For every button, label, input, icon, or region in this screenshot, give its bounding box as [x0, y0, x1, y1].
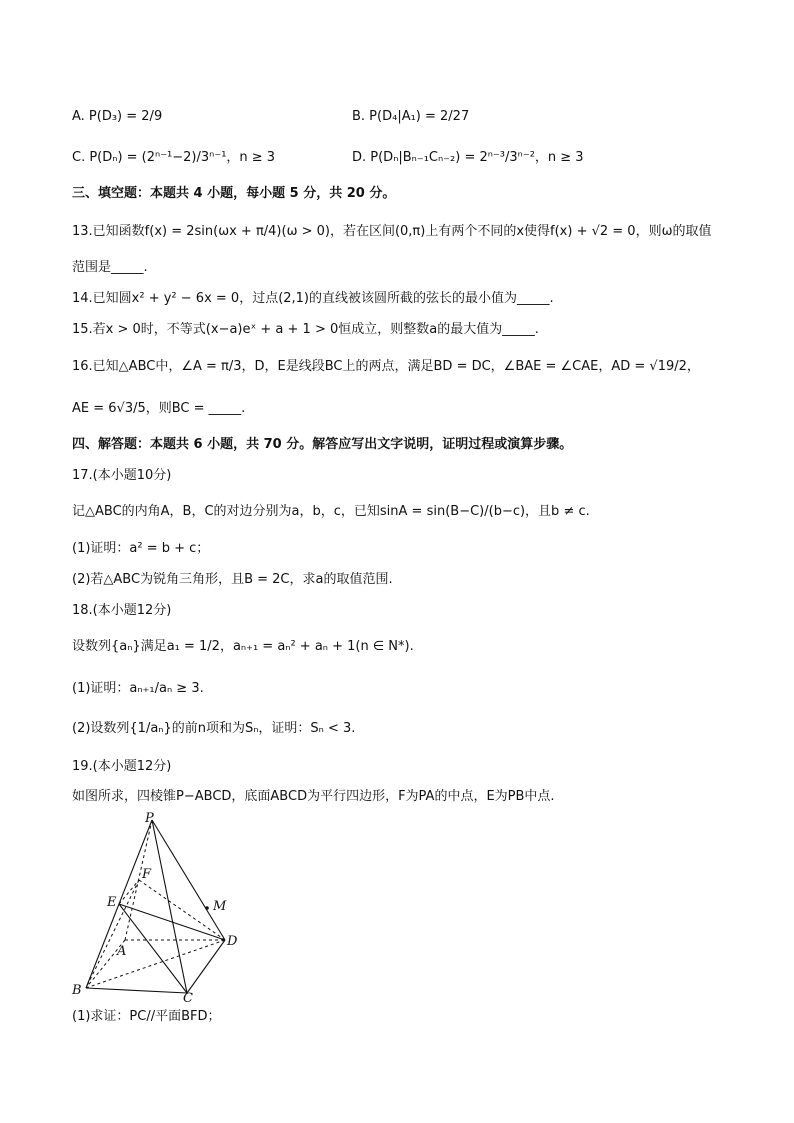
question-13-line2: 范围是_____.: [72, 260, 148, 275]
question-19-stem: 如图所求，四棱锥P−ABCD，底面ABCD为平行四边形，F为PA的中点，E为PB中点.: [72, 789, 555, 804]
question-16-line2: AE = 6√3/5，则BC = _____.: [72, 401, 246, 416]
label-D: D: [227, 934, 238, 949]
label-P: P: [145, 811, 154, 826]
option-a: A. P(D₃) = 2/9: [72, 109, 163, 124]
question-15: 15.若x > 0时，不等式(x−a)eˣ + a + 1 > 0恒成立，则整数a的最大值为_____.: [72, 322, 539, 337]
option-c: C. P(Dₙ) = (2ⁿ⁻¹−2)/3ⁿ⁻¹，n ≥ 3: [72, 150, 276, 165]
edge-EC: [119, 904, 187, 993]
label-F: F: [142, 867, 152, 882]
question-18-part2: (2)设数列{1/aₙ}的前n项和为Sₙ，证明：Sₙ < 3.: [72, 721, 356, 736]
section-4-heading: 四、解答题：本题共 6 小题，共 70 分。解答应写出文字说明，证明过程或演算步骤。: [72, 437, 573, 452]
question-18-part1: (1)证明：aₙ₊₁/aₙ ≥ 3.: [72, 681, 204, 696]
question-18-title: 18.(本小题12分): [72, 603, 172, 618]
section-3-heading: 三、填空题：本题共 4 小题，每小题 5 分，共 20 分。: [72, 186, 396, 201]
edge-CD: [187, 940, 225, 993]
question-19-title: 19.(本小题12分): [72, 759, 172, 774]
edge-ED: [119, 904, 225, 940]
question-16-line1: 16.已知△ABC中，∠A = π/3，D，E是线段BC上的两点，满足BD = DC，∠BAE = ∠CAE，AD = √19/2，: [72, 359, 700, 374]
edge-PD: [152, 820, 225, 940]
edge-BD: [86, 940, 225, 988]
label-C: C: [183, 991, 193, 1005]
label-E: E: [107, 895, 117, 910]
question-13-line1: 13.已知函数f(x) = 2sin(ωx + π/4)(ω > 0)，若在区间(0,π)上有两个不同的x使得f(x) + √2 = 0，则ω的取值: [72, 224, 712, 239]
label-M: M: [213, 899, 227, 914]
question-17-part2: (2)若△ABC为锐角三角形，且B = 2C，求a的取值范围.: [72, 572, 393, 587]
edge-PC: [152, 820, 187, 993]
question-17-stem: 记△ABC的内角A，B，C的对边分别为a，b，c，已知sinA = sin(B−C)/(b−c)，且b ≠ c.: [72, 504, 590, 519]
pyramid-figure: [60, 810, 260, 1005]
label-A: A: [117, 944, 127, 959]
question-18-stem: 设数列{aₙ}满足a₁ = 1/2，aₙ₊₁ = aₙ² + aₙ + 1(n ∈ N*).: [72, 639, 414, 654]
edge-BC: [86, 988, 187, 993]
option-b: B. P(D₄|A₁) = 2/27: [352, 109, 470, 124]
question-17-title: 17.(本小题10分): [72, 468, 172, 483]
option-d: D. P(Dₙ|Bₙ₋₁Cₙ₋₂) = 2ⁿ⁻³/3ⁿ⁻²，n ≥ 3: [352, 150, 584, 165]
point-M: [205, 906, 209, 910]
label-B: B: [72, 983, 82, 998]
question-17-part1: (1)证明：a² = b + c；: [72, 541, 210, 556]
question-19-part1: (1)求证：PC//平面BFD；: [72, 1009, 221, 1024]
question-14: 14.已知圆x² + y² − 6x = 0，过点(2,1)的直线被该圆所截的弦长的最小值为_____.: [72, 291, 554, 306]
